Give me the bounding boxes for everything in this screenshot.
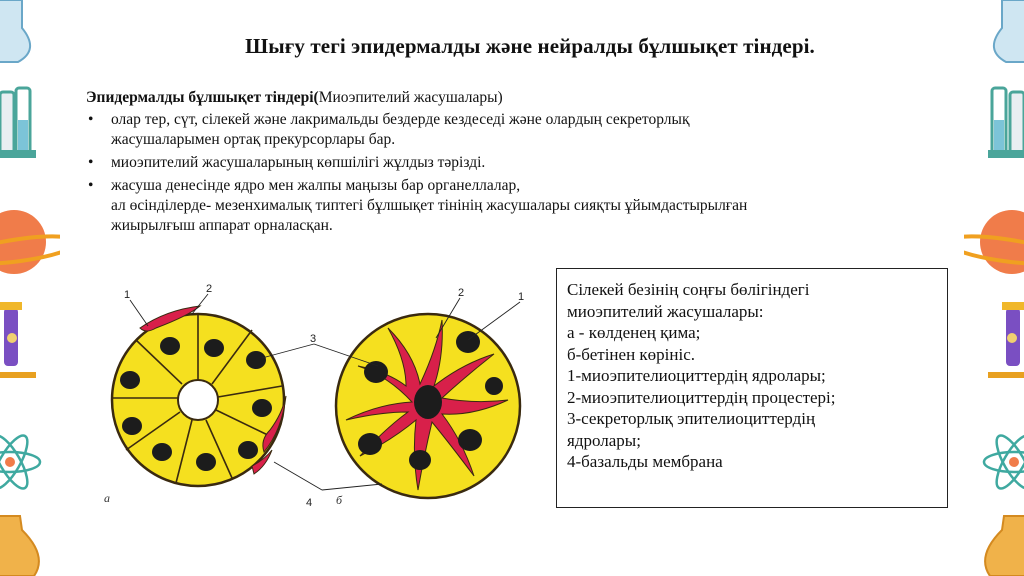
- caption-line: миоэпителий жасушалары:: [567, 301, 764, 321]
- caption-line: 1-миоэпителиоциттердің ядролары;: [567, 366, 826, 385]
- label-4: 4: [306, 497, 313, 509]
- figure-caption-box: [556, 268, 948, 508]
- section-content: [86, 88, 946, 239]
- microscope-icon: [988, 302, 1024, 378]
- caption-line: Сілекей безінің соңғы бөлігіндегі: [567, 280, 810, 299]
- test-tube-icon: [988, 88, 1024, 158]
- caption-line: 3-секреторлық эпителиоциттердің: [567, 409, 816, 428]
- label-2-left: 2: [206, 283, 213, 295]
- surface-view-diagram: [336, 314, 520, 498]
- planet-icon: [964, 210, 1024, 274]
- bullet-line: жиырылғыш аппарат орналасқан.: [111, 217, 333, 234]
- flask-icon: [985, 516, 1024, 576]
- caption-line: а - көлденең қима;: [567, 323, 701, 342]
- caption-line: 4-базальды мембрана: [567, 452, 723, 471]
- section-heading-bold: Эпидермалды бұлшықет тіндері(: [86, 89, 319, 106]
- label-1-left: 1: [124, 289, 131, 301]
- bullet-line: • олар тер, сүт, сілекей және лакримальды бездерде кездеседі және олардың секреторлық: [111, 111, 690, 128]
- page-title: Шығу тегі эпидермалды және нейралды бұлшықет тіндері.: [245, 34, 815, 58]
- bullet-list: [86, 110, 946, 236]
- caption-line: б-бетінен көрініс.: [567, 344, 696, 364]
- caption-line: ядролары;: [567, 430, 641, 450]
- microscope-icon: [0, 302, 36, 378]
- caption-line: 2-миоэпителиоциттердің процестері;: [567, 387, 836, 407]
- atom-icon: [984, 431, 1024, 493]
- atom-icon: [0, 431, 40, 493]
- bullet-item: [86, 153, 946, 173]
- label-a: а: [104, 491, 110, 505]
- flask-icon: [0, 516, 39, 576]
- left-decorations: [0, 0, 60, 576]
- bullet-line: • миоэпителий жасушаларының көпшілігі жұлдыз тәрізді.: [111, 154, 486, 171]
- planet-icon: [0, 210, 60, 274]
- section-heading-normal: Миоэпителий жасушалары): [318, 89, 503, 106]
- bullet-item: [86, 176, 946, 236]
- test-tube-icon: [0, 88, 36, 158]
- section-heading: [86, 88, 946, 108]
- label-b: б: [336, 493, 343, 507]
- bullet-item: [86, 110, 946, 150]
- cross-section-diagram: [112, 306, 286, 486]
- label-3: 3: [310, 333, 317, 345]
- label-2-right: 2: [458, 287, 465, 299]
- bullet-line: жасушаларымен ортақ прекурсорлары бар.: [111, 131, 396, 148]
- bullet-line: • жасуша денесінде ядро мен жалпы маңызы бар органеллалар,: [111, 177, 521, 194]
- myoepithelial-figure: [96, 280, 540, 520]
- right-decorations: [964, 0, 1024, 576]
- bullet-line: ал өсінділерде- мезенхималық типтегі бұлшықет тінінің жасушалары сияқты ұйымдастырылған: [111, 197, 748, 214]
- label-1-right: 1: [518, 291, 525, 303]
